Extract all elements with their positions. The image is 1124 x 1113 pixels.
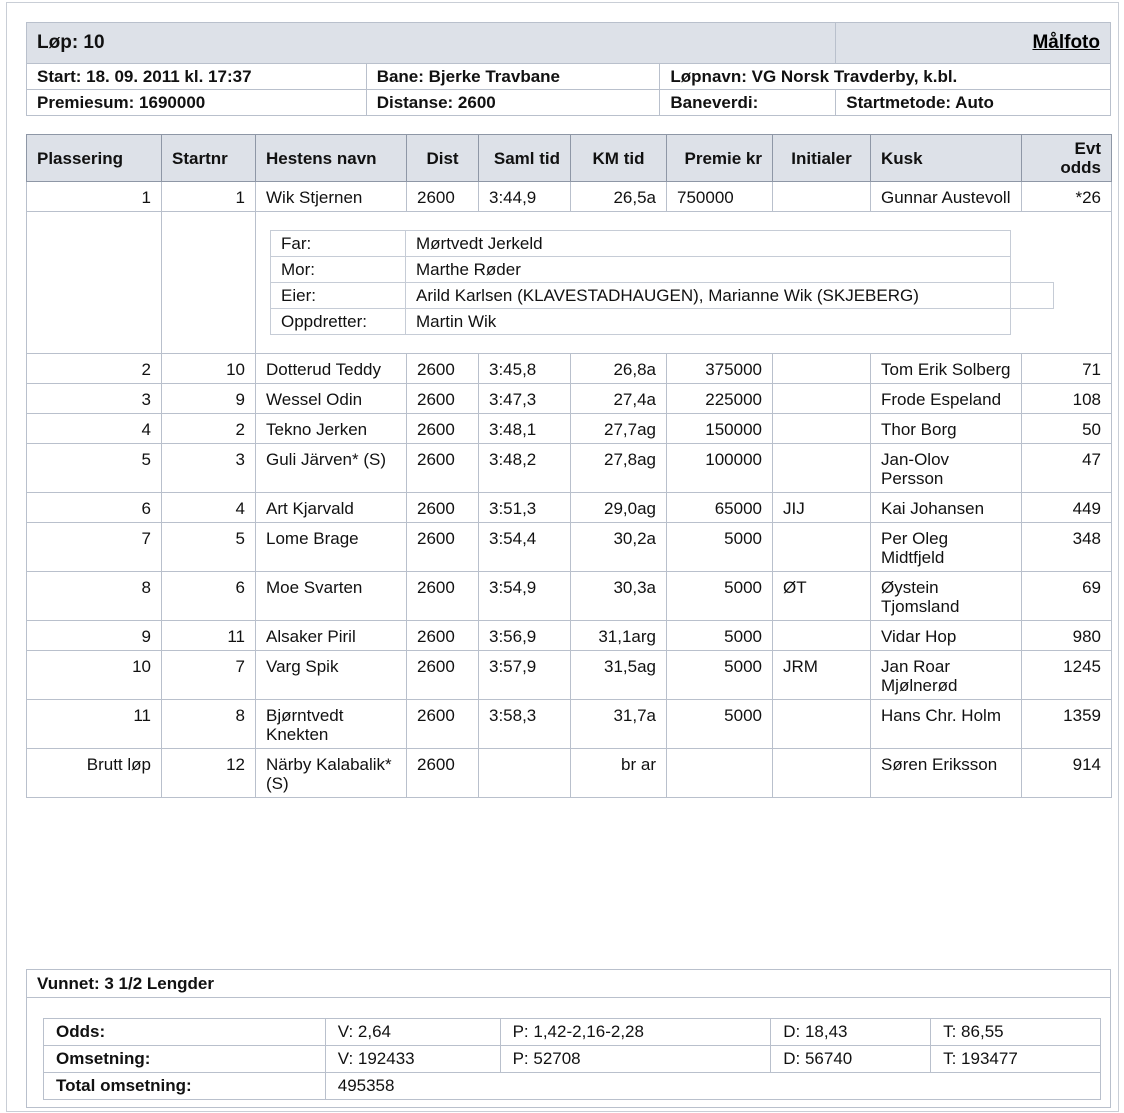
- total-turnover: 495358: [325, 1073, 1100, 1100]
- cell-time: 3:54,9: [479, 572, 571, 621]
- distance: Distanse: 2600: [366, 90, 660, 116]
- cell-driver: Frode Espeland: [871, 384, 1022, 414]
- table-row: [27, 354, 1112, 384]
- cell-startnr: 3: [162, 444, 256, 493]
- cell-km: 30,3a: [571, 572, 667, 621]
- cell-horse: Moe Svarten: [256, 572, 407, 621]
- cell-prize: [667, 749, 773, 798]
- prize-sum: Premiesum: 1690000: [27, 90, 367, 116]
- table-row: [27, 651, 1112, 700]
- cell-time: 3:54,4: [479, 523, 571, 572]
- cell-initials: [773, 414, 871, 444]
- cell-time: 3:48,2: [479, 444, 571, 493]
- cell-dist: 2600: [407, 700, 479, 749]
- cell-km: 27,8ag: [571, 444, 667, 493]
- cell-odds: 47: [1022, 444, 1112, 493]
- oppdretter-value: Martin Wik: [406, 309, 1011, 335]
- cell-dist: 2600: [407, 182, 479, 212]
- cell-prize: 150000: [667, 414, 773, 444]
- turnover-label: Omsetning:: [44, 1046, 326, 1073]
- cell-horse: Lome Brage: [256, 523, 407, 572]
- col-header: Premie kr: [667, 135, 773, 182]
- cell-dist: 2600: [407, 414, 479, 444]
- cell-initials: [773, 523, 871, 572]
- cell-prize: 100000: [667, 444, 773, 493]
- cell-place: 2: [27, 354, 162, 384]
- odds-p: P: 1,42-2,16-2,28: [500, 1019, 771, 1046]
- cell-time: 3:48,1: [479, 414, 571, 444]
- cell-dist: 2600: [407, 384, 479, 414]
- table-row: [27, 523, 1112, 572]
- results-header-row: [27, 135, 1112, 182]
- cell-startnr: 11: [162, 621, 256, 651]
- cell-prize: 5000: [667, 523, 773, 572]
- betting-table: [43, 1018, 1101, 1100]
- cell-km: 27,4a: [571, 384, 667, 414]
- odds-d: D: 18,43: [771, 1019, 931, 1046]
- col-header: Initialer: [773, 135, 871, 182]
- cell-km: br ar: [571, 749, 667, 798]
- cell-startnr: 12: [162, 749, 256, 798]
- cell-initials: [773, 749, 871, 798]
- cell-prize: 750000: [667, 182, 773, 212]
- cell-dist: 2600: [407, 651, 479, 700]
- turnover-p: P: 52708: [500, 1046, 771, 1073]
- betting-summary: [26, 998, 1111, 1108]
- cell-odds: 50: [1022, 414, 1112, 444]
- turnover-v: V: 192433: [325, 1046, 500, 1073]
- cell-place: 4: [27, 414, 162, 444]
- cell-startnr: 4: [162, 493, 256, 523]
- cell-time: 3:47,3: [479, 384, 571, 414]
- col-header: Plassering: [27, 135, 162, 182]
- cell-startnr: 7: [162, 651, 256, 700]
- pedigree-row: [27, 212, 1112, 354]
- cell-horse: Bjørntvedt Knekten: [256, 700, 407, 749]
- cell-place: 7: [27, 523, 162, 572]
- mor-label: Mor:: [271, 257, 406, 283]
- photo-finish-link[interactable]: Målfoto: [1032, 32, 1100, 53]
- cell-dist: 2600: [407, 444, 479, 493]
- col-header: Dist: [407, 135, 479, 182]
- table-row: [27, 700, 1112, 749]
- cell-driver: Vidar Hop: [871, 621, 1022, 651]
- cell-horse: Wessel Odin: [256, 384, 407, 414]
- table-row: [27, 749, 1112, 798]
- oppdretter-label: Oppdretter:: [271, 309, 406, 335]
- cell-odds: 1245: [1022, 651, 1112, 700]
- cell-time: 3:45,8: [479, 354, 571, 384]
- cell-driver: Øystein Tjomsland: [871, 572, 1022, 621]
- cell-km: 30,2a: [571, 523, 667, 572]
- cell-prize: 5000: [667, 700, 773, 749]
- cell-startnr: 5: [162, 523, 256, 572]
- cell-initials: [773, 621, 871, 651]
- cell-initials: JIJ: [773, 493, 871, 523]
- cell-horse: Tekno Jerken: [256, 414, 407, 444]
- pedigree-table: [270, 230, 1054, 335]
- cell-place: 5: [27, 444, 162, 493]
- cell-prize: 65000: [667, 493, 773, 523]
- cell-place: Brutt løp: [27, 749, 162, 798]
- cell-driver: Jan Roar Mjølnerød: [871, 651, 1022, 700]
- cell-dist: 2600: [407, 523, 479, 572]
- cell-initials: [773, 384, 871, 414]
- race-label: Løp: 10: [27, 23, 836, 64]
- cell-dist: 2600: [407, 621, 479, 651]
- cell-horse: Dotterud Teddy: [256, 354, 407, 384]
- table-row: [27, 493, 1112, 523]
- cell-driver: Kai Johansen: [871, 493, 1022, 523]
- cell-odds: 348: [1022, 523, 1112, 572]
- cell-place: 9: [27, 621, 162, 651]
- col-header: KM tid: [571, 135, 667, 182]
- cell-odds: 71: [1022, 354, 1112, 384]
- track-name: Bane: Bjerke Travbane: [366, 64, 660, 90]
- odds-v: V: 2,64: [325, 1019, 500, 1046]
- cell-horse: Guli Järven* (S): [256, 444, 407, 493]
- cell-horse: Närby Kalabalik* (S): [256, 749, 407, 798]
- far-value: Mørtvedt Jerkeld: [406, 231, 1011, 257]
- col-header: Kusk: [871, 135, 1022, 182]
- cell-place: 1: [27, 182, 162, 212]
- cell-dist: 2600: [407, 572, 479, 621]
- cell-time: 3:44,9: [479, 182, 571, 212]
- odds-t: T: 86,55: [931, 1019, 1101, 1046]
- cell-odds: 980: [1022, 621, 1112, 651]
- cell-horse: Wik Stjernen: [256, 182, 407, 212]
- turnover-t: T: 193477: [931, 1046, 1101, 1073]
- cell-km: 29,0ag: [571, 493, 667, 523]
- table-row: [27, 572, 1112, 621]
- cell-odds: 69: [1022, 572, 1112, 621]
- table-row: [27, 621, 1112, 651]
- cell-km: 31,5ag: [571, 651, 667, 700]
- turnover-d: D: 56740: [771, 1046, 931, 1073]
- col-header: Startnr: [162, 135, 256, 182]
- odds-label: Odds:: [44, 1019, 326, 1046]
- cell-place: 10: [27, 651, 162, 700]
- won-margin: Vunnet: 3 1/2 Lengder: [26, 969, 1111, 998]
- eier-value: Arild Karlsen (KLAVESTADHAUGEN), Marianne Wik (SKJEBERG): [406, 283, 1011, 309]
- cell-startnr: 1: [162, 182, 256, 212]
- col-header: Evt odds: [1022, 135, 1112, 182]
- cell-startnr: 9: [162, 384, 256, 414]
- cell-initials: [773, 182, 871, 212]
- cell-driver: Jan-Olov Persson: [871, 444, 1022, 493]
- table-row: [27, 444, 1112, 493]
- cell-place: 3: [27, 384, 162, 414]
- cell-driver: Thor Borg: [871, 414, 1022, 444]
- cell-startnr: 6: [162, 572, 256, 621]
- cell-startnr: 2: [162, 414, 256, 444]
- cell-horse: Varg Spik: [256, 651, 407, 700]
- cell-prize: 5000: [667, 621, 773, 651]
- cell-time: 3:56,9: [479, 621, 571, 651]
- cell-odds: 914: [1022, 749, 1112, 798]
- cell-driver: Søren Eriksson: [871, 749, 1022, 798]
- cell-startnr: 8: [162, 700, 256, 749]
- cell-time: [479, 749, 571, 798]
- cell-km: 27,7ag: [571, 414, 667, 444]
- cell-dist: 2600: [407, 493, 479, 523]
- start-time: Start: 18. 09. 2011 kl. 17:37: [27, 64, 367, 90]
- eier-label: Eier:: [271, 283, 406, 309]
- cell-initials: [773, 700, 871, 749]
- cell-place: 6: [27, 493, 162, 523]
- cell-prize: 225000: [667, 384, 773, 414]
- table-row: [27, 384, 1112, 414]
- track-value: Baneverdi:: [660, 90, 836, 116]
- table-row: [27, 182, 1112, 212]
- far-label: Far:: [271, 231, 406, 257]
- cell-prize: 5000: [667, 651, 773, 700]
- cell-km: 26,5a: [571, 182, 667, 212]
- start-method: Startmetode: Auto: [836, 90, 1111, 116]
- cell-driver: Gunnar Austevoll: [871, 182, 1022, 212]
- results-table: [26, 134, 1112, 798]
- cell-horse: Alsaker Piril: [256, 621, 407, 651]
- mor-value: Marthe Røder: [406, 257, 1011, 283]
- cell-driver: Tom Erik Solberg: [871, 354, 1022, 384]
- cell-odds: 449: [1022, 493, 1112, 523]
- cell-dist: 2600: [407, 354, 479, 384]
- col-header: Hestens navn: [256, 135, 407, 182]
- cell-initials: [773, 354, 871, 384]
- cell-dist: 2600: [407, 749, 479, 798]
- cell-place: 11: [27, 700, 162, 749]
- cell-place: 8: [27, 572, 162, 621]
- total-turnover-label: Total omsetning:: [44, 1073, 326, 1100]
- cell-odds: *26: [1022, 182, 1112, 212]
- cell-initials: [773, 444, 871, 493]
- cell-odds: 1359: [1022, 700, 1112, 749]
- cell-horse: Art Kjarvald: [256, 493, 407, 523]
- cell-odds: 108: [1022, 384, 1112, 414]
- cell-km: 31,7a: [571, 700, 667, 749]
- cell-km: 26,8a: [571, 354, 667, 384]
- cell-time: 3:57,9: [479, 651, 571, 700]
- cell-time: 3:51,3: [479, 493, 571, 523]
- cell-initials: ØT: [773, 572, 871, 621]
- col-header: Saml tid: [479, 135, 571, 182]
- table-row: [27, 414, 1112, 444]
- cell-prize: 375000: [667, 354, 773, 384]
- cell-driver: Per Oleg Midtfjeld: [871, 523, 1022, 572]
- cell-time: 3:58,3: [479, 700, 571, 749]
- cell-driver: Hans Chr. Holm: [871, 700, 1022, 749]
- race-header: [26, 22, 1111, 116]
- cell-initials: JRM: [773, 651, 871, 700]
- cell-prize: 5000: [667, 572, 773, 621]
- race-name: Løpnavn: VG Norsk Travderby, k.bl.: [660, 64, 1111, 90]
- cell-km: 31,1arg: [571, 621, 667, 651]
- cell-startnr: 10: [162, 354, 256, 384]
